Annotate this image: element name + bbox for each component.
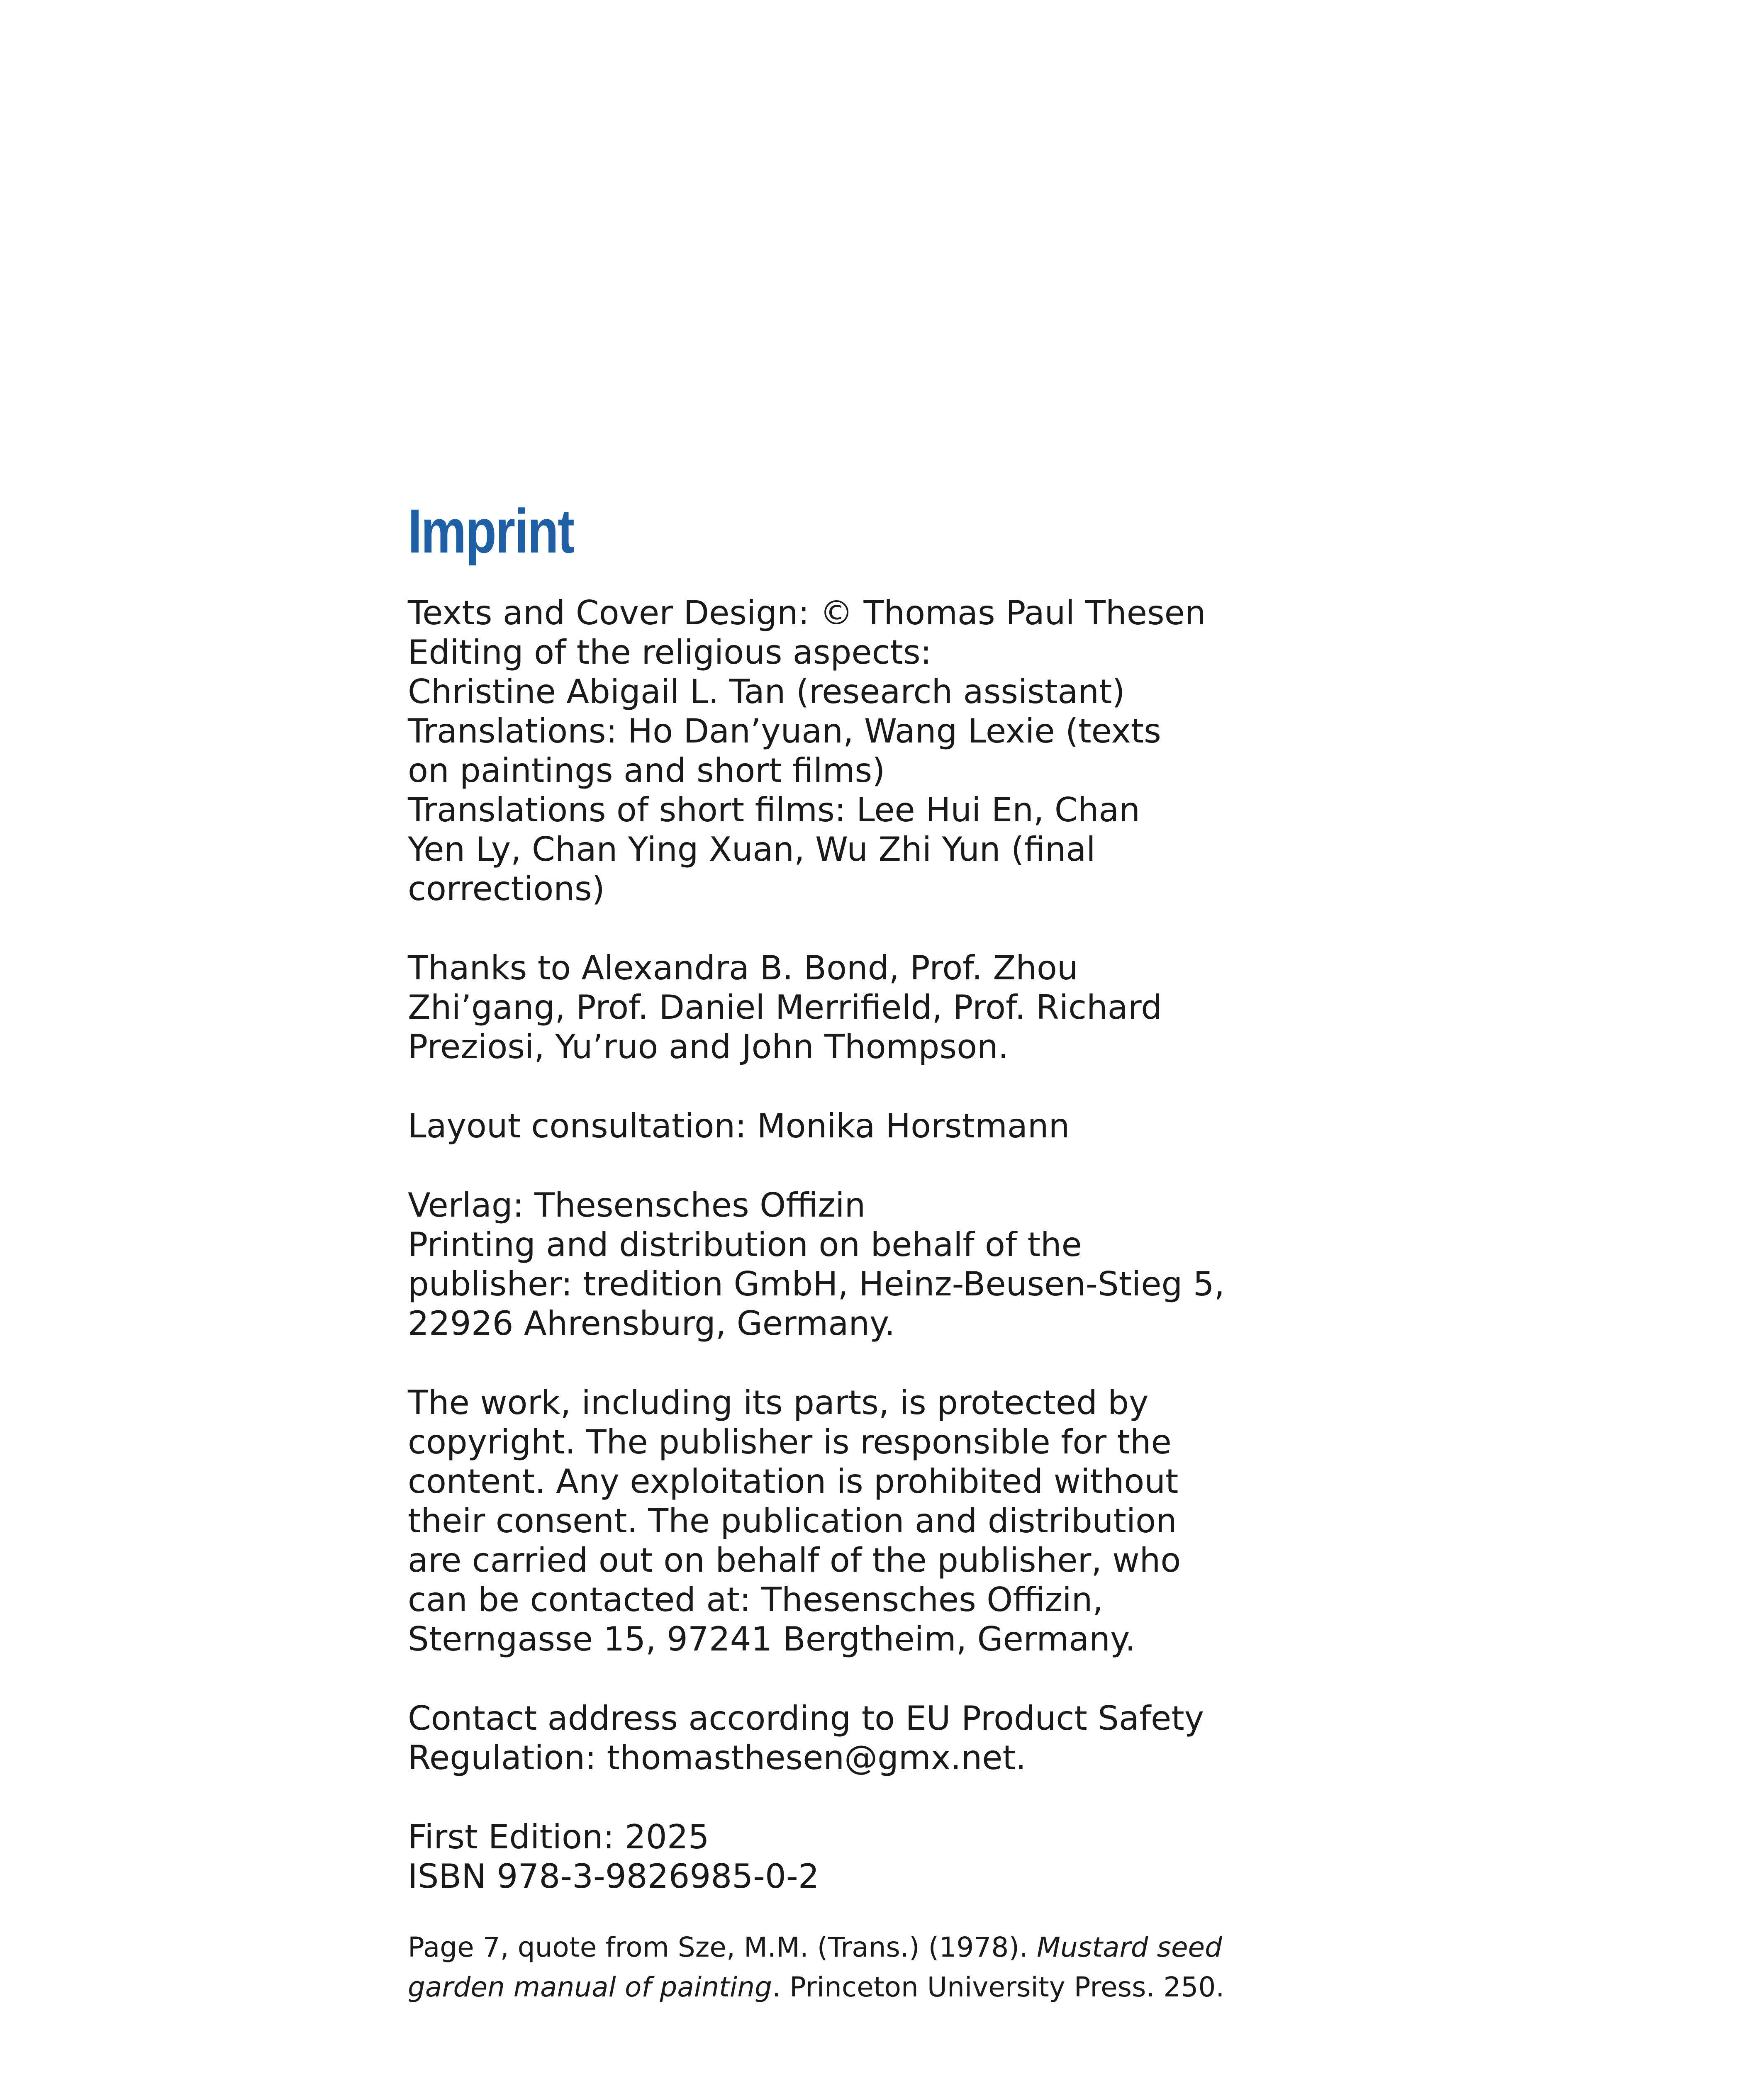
quote-book-title: garden manual of painting: [408, 1971, 772, 2003]
thanks-line: Thanks to Alexandra B. Bond, Prof. Zhou: [408, 949, 1078, 987]
quote-note-text: . Princeton University Press. 250.: [772, 1971, 1225, 2003]
publisher-line: 22926 Ahrensburg, Germany.: [408, 1304, 895, 1343]
credits-line: Editing of the religious aspects:: [408, 633, 932, 672]
credits-line: corrections): [408, 869, 605, 908]
copyright-line: copyright. The publisher is responsible for the: [408, 1423, 1172, 1461]
layout-line: Layout consultation: Monika Horstmann: [408, 1107, 1070, 1145]
copyright-block: [408, 1383, 1279, 1659]
thanks-line: Preziosi, Yu’ruo and John Thompson.: [408, 1027, 1009, 1066]
edition-line: First Edition: 2025: [408, 1818, 709, 1856]
publisher-line: Printing and distribution on behalf of the: [408, 1225, 1082, 1264]
quote-book-title: Mustard seed: [1037, 1931, 1223, 1963]
copyright-line: can be contacted at: Thesensches Offizin,: [408, 1580, 1103, 1619]
credits-line: Translations of short films: Lee Hui En, Chan: [408, 791, 1140, 829]
credits-line: Texts and Cover Design: © Thomas Paul Thesen: [408, 594, 1206, 632]
credits-line: on paintings and short films): [408, 751, 885, 790]
quote-note-line: [408, 1928, 1279, 1967]
copyright-line: The work, including its parts, is protected by: [408, 1383, 1149, 1422]
quote-note-text: Page 7, quote from Sze, M.M. (Trans.) (1978).: [408, 1931, 1037, 1963]
thanks-line: Zhi’gang, Prof. Daniel Merrifield, Prof. Richard: [408, 988, 1162, 1027]
contact-block: [408, 1699, 1279, 1777]
credits-line: Yen Ly, Chan Ying Xuan, Wu Zhi Yun (final: [408, 830, 1096, 869]
copyright-line: Sterngasse 15, 97241 Bergtheim, Germany.: [408, 1620, 1136, 1658]
copyright-line: are carried out on behalf of the publisher, who: [408, 1541, 1181, 1580]
contact-line: Contact address according to EU Product Safety: [408, 1699, 1204, 1738]
credits-line: Translations: Ho Dan’yuan, Wang Lexie (texts: [408, 712, 1161, 750]
publisher-line: Verlag: Thesensches Offizin: [408, 1186, 866, 1224]
copyright-line: content. Any exploitation is prohibited without: [408, 1462, 1179, 1501]
quote-note-line: [408, 1967, 1279, 2007]
copyright-line: their consent. The publication and distribution: [408, 1502, 1177, 1540]
isbn-line: ISBN 978-3-9826985-0-2: [408, 1857, 819, 1896]
imprint-content: [408, 494, 1279, 2007]
publisher-block: [408, 1185, 1279, 1343]
thanks-block: [408, 948, 1279, 1066]
contact-line: Regulation: thomasthesen@gmx.net.: [408, 1738, 1026, 1777]
quote-source-note: [408, 1928, 1279, 2007]
publisher-line: publisher: tredition GmbH, Heinz-Beusen-Stieg 5,: [408, 1265, 1225, 1303]
edition-block: [408, 1817, 1279, 1896]
page-title: Imprint: [408, 496, 574, 566]
layout-block: [408, 1106, 1279, 1146]
credits-block: [408, 593, 1279, 908]
credits-line: Christine Abigail L. Tan (research assistant): [408, 672, 1125, 711]
